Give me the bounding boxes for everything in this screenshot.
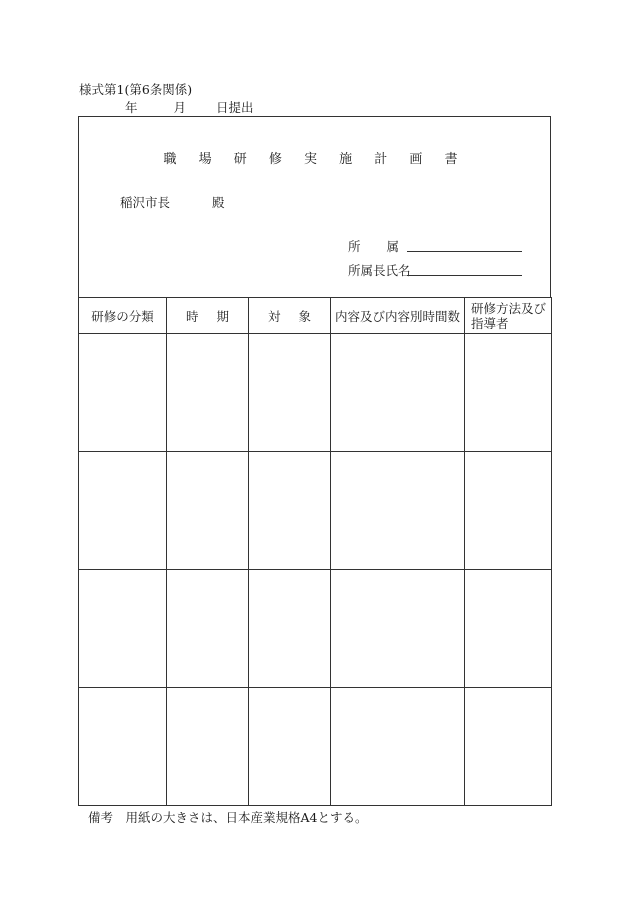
table-row	[79, 334, 552, 452]
header-category: 研修の分類	[79, 298, 167, 334]
form-number-label: 様式第1(第6条関係)	[79, 82, 193, 97]
cell-method-instructor[interactable]	[465, 452, 552, 570]
cell-period[interactable]	[167, 334, 249, 452]
submission-date-line	[125, 98, 254, 116]
addressee: 稲沢市長	[120, 195, 171, 210]
cell-category[interactable]	[79, 570, 167, 688]
remark-note: 備考 用紙の大きさは、日本産業規格A4とする。	[88, 810, 368, 825]
day-submitted-label: 日提出	[216, 100, 254, 115]
training-plan-table	[78, 297, 552, 806]
cell-target[interactable]	[249, 334, 331, 452]
table-header-row	[79, 298, 552, 334]
honorific: 殿	[212, 195, 225, 210]
month-label: 月	[173, 100, 187, 115]
affiliation-label: 所属	[348, 239, 426, 254]
department-head-label: 所属長氏名	[348, 263, 411, 278]
year-label: 年	[125, 100, 138, 115]
cell-target[interactable]	[249, 570, 331, 688]
header-content-hours: 内容及び内容別時間数	[331, 298, 465, 334]
affiliation-field[interactable]	[407, 251, 522, 252]
document-title: 職 場 研 修 実 施 計 画 書	[163, 152, 467, 167]
cell-method-instructor[interactable]	[465, 688, 552, 806]
cell-method-instructor[interactable]	[465, 334, 552, 452]
cell-period[interactable]	[167, 452, 249, 570]
cell-target[interactable]	[249, 688, 331, 806]
cell-category[interactable]	[79, 452, 167, 570]
cell-content-hours[interactable]	[331, 570, 465, 688]
header-method-instructor: 研修方法及び指導者	[465, 298, 552, 334]
table-row	[79, 452, 552, 570]
department-head-field[interactable]	[407, 275, 522, 276]
table-row	[79, 688, 552, 806]
cell-period[interactable]	[167, 570, 249, 688]
table-row	[79, 570, 552, 688]
cell-target[interactable]	[249, 452, 331, 570]
cell-content-hours[interactable]	[331, 688, 465, 806]
cell-category[interactable]	[79, 334, 167, 452]
cell-content-hours[interactable]	[331, 334, 465, 452]
cell-category[interactable]	[79, 688, 167, 806]
header-target: 対象	[249, 298, 331, 334]
header-period: 時期	[167, 298, 249, 334]
cell-period[interactable]	[167, 688, 249, 806]
cell-method-instructor[interactable]	[465, 570, 552, 688]
cell-content-hours[interactable]	[331, 452, 465, 570]
